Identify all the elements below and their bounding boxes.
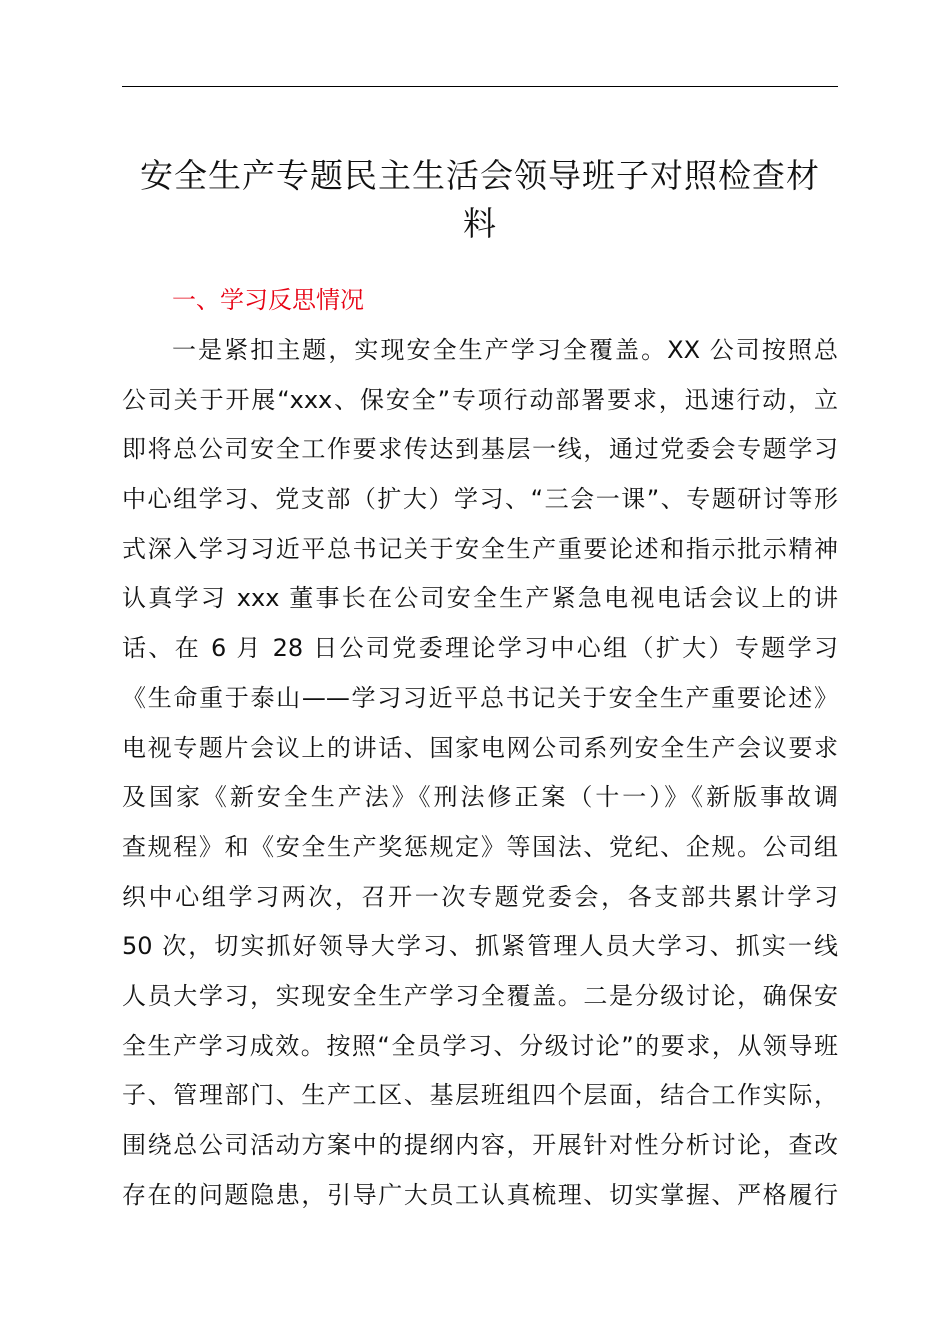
body-line: 织中心组学习两次，召开一次专题党委会，各支部共累计学习 [122,882,838,911]
body-paragraph [122,326,838,1220]
body-line: 电视专题片会议上的讲话、国家电网公司系列安全生产会议要求 [122,733,838,762]
title-line: 安全生产专题民主生活会领导班子对照检查材 [140,156,820,195]
body-line: 存在的问题隐患，引导广大员工认真梳理、切实掌握、严格履行 [122,1180,838,1209]
document-title [122,152,838,248]
header-rule [122,86,838,87]
body-line: 一是紧扣主题，实现安全生产学习全覆盖。XX 公司按照总 [172,336,838,364]
body-line: 人员大学习，实现安全生产学习全覆盖。二是分级讨论，确保安 [122,981,838,1010]
body-line: 中心组学习、党支部（扩大）学习、“三会一课”、专题研讨等形 [122,485,838,514]
body-line: 50 次，切实抓好领导大学习、抓紧管理人员大学习、抓实一线 [122,932,838,961]
body-line: 式深入学习习近平总书记关于安全生产重要论述和指示批示精神 [122,534,838,563]
body-line: 查规程》和《安全生产奖惩规定》等国法、党纪、企规。公司组 [122,832,838,861]
body-line: 即将总公司安全工作要求传达到基层一线，通过党委会专题学习 [122,435,838,464]
body-line: 《生命重于泰山——学习习近平总书记关于安全生产重要论述》 [122,683,838,712]
body-line: 子、管理部门、生产工区、基层班组四个层面，结合工作实际， [122,1081,838,1110]
body-line: 话、在 6 月 28 日公司党委理论学习中心组（扩大）专题学习 [122,634,838,663]
body-line: 及国家《新安全生产法》《刑法修正案（十一）》《新版事故调 [122,783,838,812]
body-line: 公司关于开展“xxx、保安全”专项行动部署要求，迅速行动，立 [122,385,838,414]
section-heading: 一、学习反思情况 [172,286,364,314]
title-line: 料 [463,204,497,243]
body-line: 全生产学习成效。按照“全员学习、分级讨论”的要求，从领导班 [122,1031,838,1060]
body-line: 围绕总公司活动方案中的提纲内容，开展针对性分析讨论，查改 [122,1131,838,1159]
body-line: 认真学习 xxx 董事长在公司安全生产紧急电视电话会议上的讲 [122,584,838,613]
